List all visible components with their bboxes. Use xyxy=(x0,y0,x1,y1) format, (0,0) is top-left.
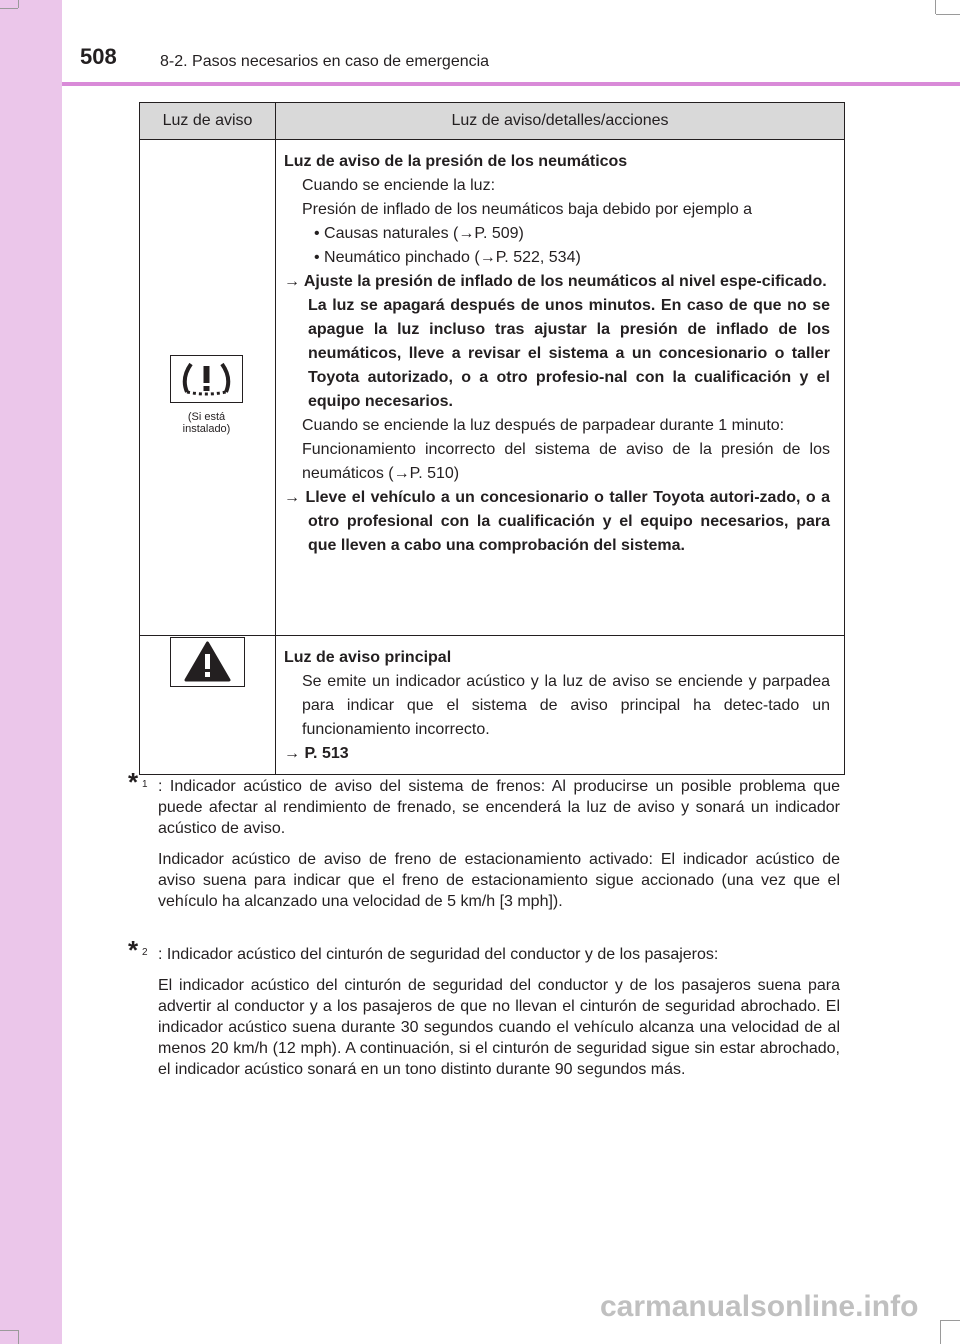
condition-text: Funcionamiento incorrecto del sistema de aviso de la presión de los neumáticos (→P. 510) xyxy=(302,441,830,482)
tire-pressure-warning-icon xyxy=(170,355,243,403)
condition-label: Cuando se enciende la luz: xyxy=(302,177,496,194)
footnote-text: : Indicador acústico de aviso del sistema de frenos: Al producirse un posible problema que puede afectar al rendimiento de frenado, se encenderá la luz de aviso y sonará un indicador acústico de aviso. xyxy=(158,778,840,837)
icon-caption: (Si está instalado) xyxy=(182,411,231,435)
action-text: → Lleve el vehículo a un concesionario o taller Toyota autori-zado, o a otro profesional con la cualificación y el equipo necesarios, para que lleven a cabo una comprobación del sistema. xyxy=(284,489,830,554)
action-text: → Ajuste la presión de inflado de los neumáticos al nivel espe-cificado. xyxy=(284,273,827,290)
bullet-item: • Neumático pinchado (→P. 522, 534) xyxy=(314,249,581,266)
description-cell xyxy=(276,140,845,636)
bullet-item: • Causas naturales (→P. 509) xyxy=(314,225,524,242)
section-title: 8-2. Pasos necesarios en caso de emergencia xyxy=(160,53,490,70)
footnote-mark: * xyxy=(128,935,139,965)
icon-cell xyxy=(140,636,276,775)
condition-text: Presión de inflado de los neumáticos baja debido por ejemplo a xyxy=(302,201,753,218)
condition-label: Cuando se enciende la luz después de parpadear durante 1 minuto: xyxy=(302,417,785,434)
crop-mark xyxy=(0,1330,18,1331)
footnote-text: Indicador acústico de aviso de freno de estacionamiento activado: El indicador acústico de aviso suena para indicar que el freno de estacionamiento sigue accionado (una vez que el vehículo ha alcanzado una velocidad de 5 km/h [3 mph]). xyxy=(158,851,840,910)
warning-light-table xyxy=(139,102,845,775)
column-header: Luz de aviso xyxy=(140,103,276,140)
header-rule xyxy=(62,82,960,86)
table-row xyxy=(140,140,845,636)
crop-mark xyxy=(0,8,18,9)
watermark: carmanualsonline.info xyxy=(600,1290,919,1323)
action-detail: La luz se apagará después de unos minutos. En caso de que no se apague la luz incluso tras ajustar la presión de inflado de los neumáticos, lleve a revisar el sistema a un concesionario o taller Toyota autorizado, o a otro profesio-nal con la cualificación y el equipo necesarios. xyxy=(308,297,830,410)
crop-mark xyxy=(940,1320,941,1344)
footnote-number: 2 xyxy=(142,947,148,958)
crop-mark xyxy=(18,0,19,8)
page-number: 508 xyxy=(80,44,117,69)
row-title: Luz de aviso principal xyxy=(284,649,452,666)
crop-mark xyxy=(935,0,936,14)
footnote-number: 1 xyxy=(142,779,148,790)
column-header: Luz de aviso/detalles/acciones xyxy=(276,103,845,140)
footnote-text: : Indicador acústico del cinturón de seguridad del conductor y de los pasajeros: xyxy=(158,946,719,963)
description-text: Se emite un indicador acústico y la luz de aviso se enciende y parpadea para indicar que el sistema de aviso principal ha detec-tado un funcionamiento incorrecto. xyxy=(302,673,830,738)
footnote-1 xyxy=(128,767,840,912)
crop-mark xyxy=(940,1320,960,1321)
crop-mark xyxy=(18,1330,19,1344)
table-header-row xyxy=(140,103,845,140)
footnote-mark: * xyxy=(128,767,139,797)
master-warning-icon xyxy=(170,637,245,687)
icon-cell xyxy=(140,140,276,636)
table-row xyxy=(140,636,845,775)
page-reference: → P. 513 xyxy=(284,745,349,762)
crop-mark xyxy=(936,14,960,15)
footnote-text: El indicador acústico del cinturón de seguridad del conductor y de los pasajeros suena para advertir al conductor y a los pasajeros de que no llevan el cinturón de seguridad abrochado. El indicador acústico suena durante 30 segundos cuando el vehículo alcanza una velocidad de al menos 20 km/h (12 mph). A continuación, si el cinturón de seguridad sigue sin estar abrochado, el indicador acústico sonará en un tono distinto durante 90 segundos más. xyxy=(158,977,840,1078)
row-title: Luz de aviso de la presión de los neumáticos xyxy=(284,153,628,170)
description-cell xyxy=(276,636,845,775)
footnote-2 xyxy=(128,935,840,1080)
side-color-strip xyxy=(0,0,62,1344)
